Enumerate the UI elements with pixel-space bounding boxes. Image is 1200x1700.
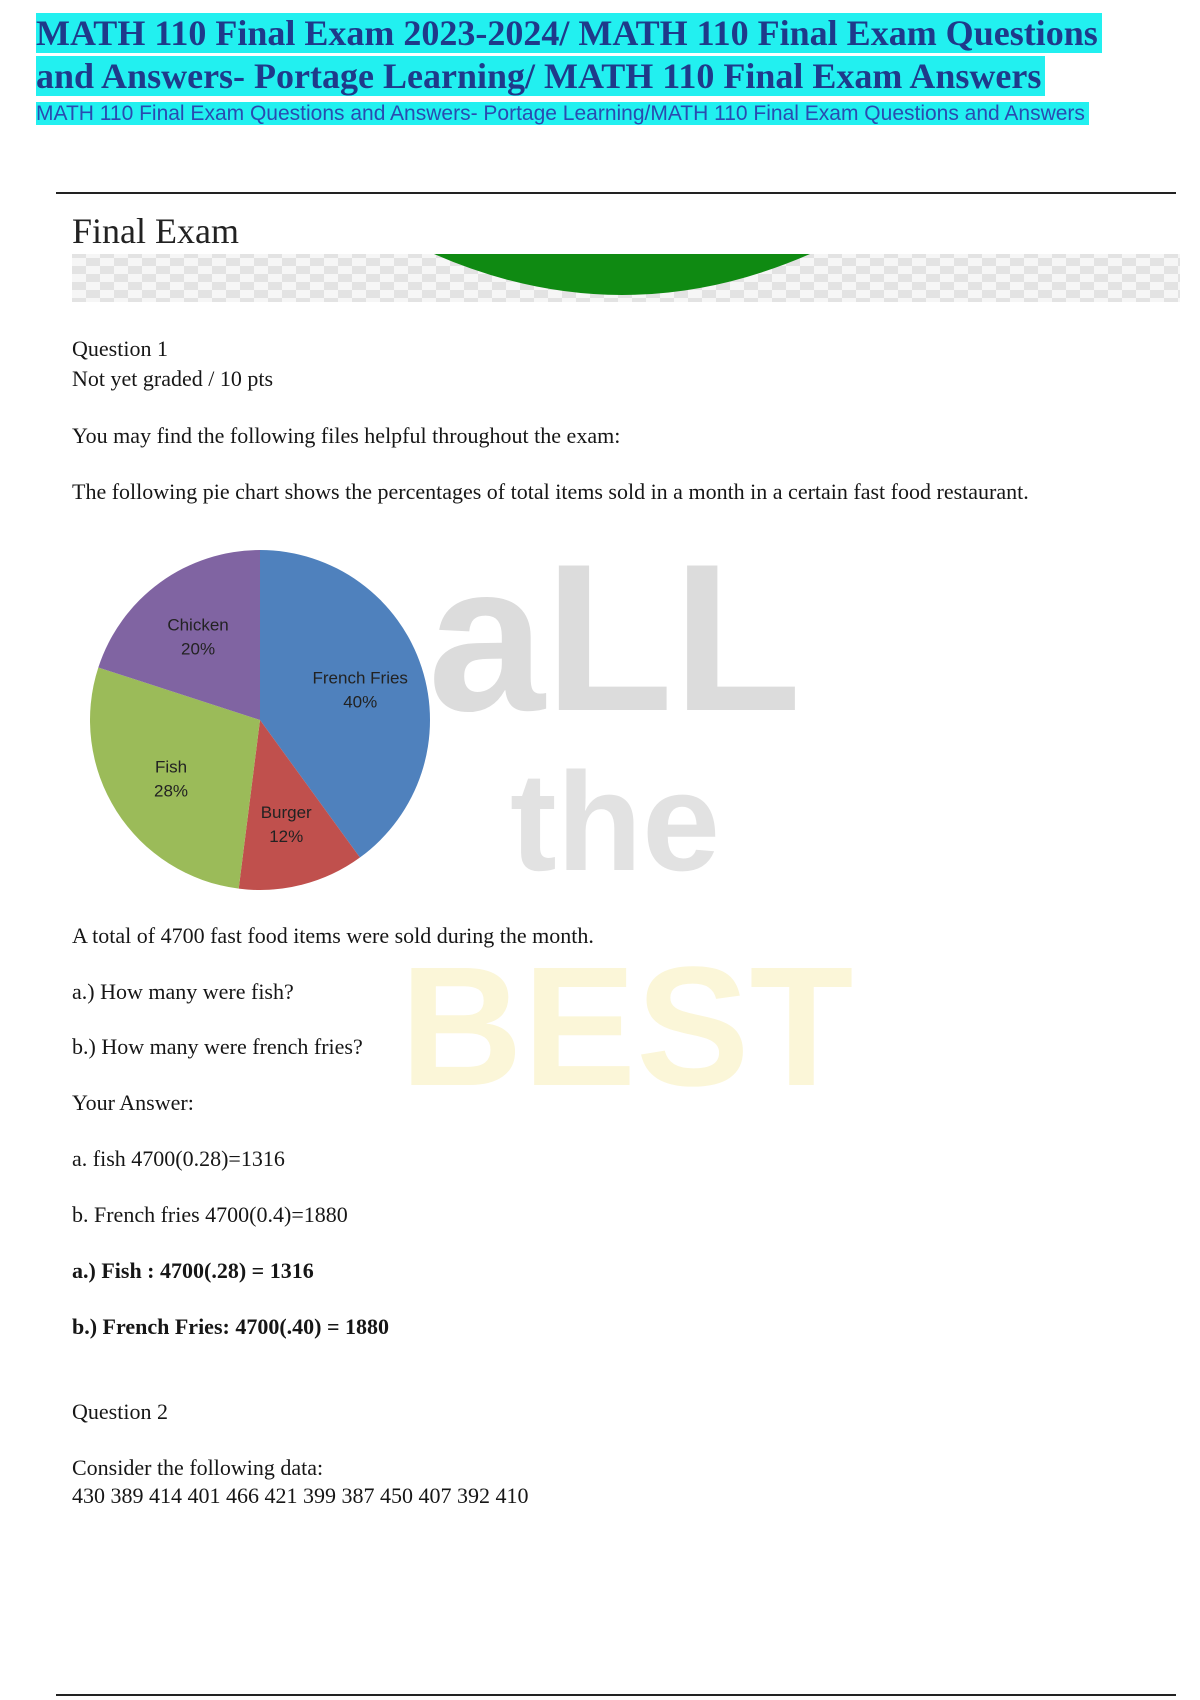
total-items-text: A total of 4700 fast food items were sold during the month. <box>72 923 594 948</box>
slice-label-chicken: Chicken <box>167 615 229 635</box>
your-answer-label: Your Answer: <box>72 1090 194 1115</box>
watermark-line-3: BEST <box>400 932 854 1122</box>
files-intro: You may find the following files helpful throughout the exam: <box>72 423 621 448</box>
answer-key-b: b.) French Fries: 4700(.40) = 1880 <box>72 1314 390 1339</box>
document-subtitle <box>36 100 1116 127</box>
question-1-part-b: b.) How many were french fries? <box>72 1034 363 1059</box>
slice-label-fish: Fish <box>154 757 188 777</box>
bottom-divider <box>56 1694 1176 1696</box>
watermark <box>400 530 920 1130</box>
question-2-label: Question 2 <box>72 1399 168 1424</box>
watermark-line-2: the <box>510 743 720 900</box>
slice-label-french-fries: French Fries <box>312 668 408 688</box>
question-2-prompt: Consider the following data: <box>72 1455 324 1480</box>
document-header <box>36 12 1186 127</box>
subtitle-text: MATH 110 Final Exam Questions and Answers- Portage Learning/MATH 110 Final Exam Questions and Answers <box>36 102 1089 125</box>
question-2-data: 430 389 414 401 466 421 399 387 450 407 392 410 <box>72 1483 529 1508</box>
question-1-label: Question 1 <box>72 336 168 361</box>
top-divider <box>56 192 1176 194</box>
chart-intro: The following pie chart shows the percentages of total items sold in a month in a certain fast food restaurant. <box>72 479 1029 504</box>
document-title <box>36 12 1186 98</box>
slice-percent-burger: 12% <box>269 827 304 847</box>
question-1-part-a: a.) How many were fish? <box>72 979 294 1004</box>
slice-percent-chicken: 20% <box>181 639 216 659</box>
slice-label-burger: Burger <box>260 803 312 823</box>
question-1-status: Not yet graded / 10 pts <box>72 366 274 391</box>
exam-heading: Final Exam <box>72 211 239 251</box>
title-line-2: and Answers- Portage Learning/ MATH 110 Final Exam Answers <box>36 56 1045 96</box>
watermark-line-1: aLL <box>428 530 802 755</box>
answer-key-a: a.) Fish : 4700(.28) = 1316 <box>72 1258 314 1283</box>
title-line-1: MATH 110 Final Exam 2023-2024/ MATH 110 Final Exam Questions <box>36 13 1102 53</box>
pie-chart <box>70 530 450 910</box>
answer-a: a. fish 4700(0.28)=1316 <box>72 1146 285 1171</box>
exam-banner <box>72 250 1180 308</box>
slice-percent-french-fries: 40% <box>343 692 378 712</box>
slice-percent-fish: 28% <box>153 781 189 801</box>
answer-b: b. French fries 4700(0.4)=1880 <box>72 1202 348 1227</box>
